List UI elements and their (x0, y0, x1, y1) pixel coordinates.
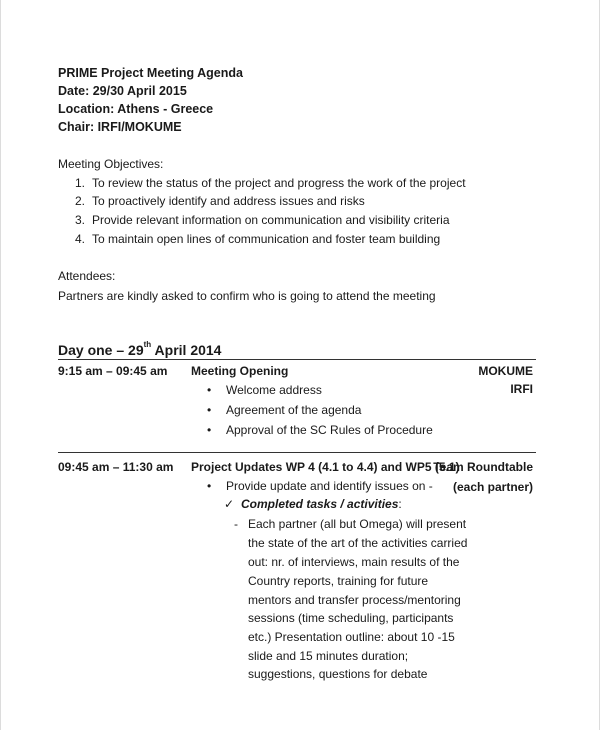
detail-line: the state of the art of the activities carried (248, 536, 468, 550)
meeting-date: Date: 29/30 April 2015 (58, 84, 187, 98)
bullet-glyph: • (207, 403, 212, 417)
detail-line: suggestions, questions for debate (248, 667, 428, 681)
objectives-heading: Meeting Objectives: (58, 157, 164, 171)
objective-text: To proactively identify and address issues and risks (92, 194, 365, 208)
session-time: 09:45 am – 11:30 am (58, 460, 174, 474)
session-owner: MOKUME (478, 364, 533, 378)
meeting-location: Location: Athens - Greece (58, 102, 214, 116)
day-one-title: Day one – 29th April 2014 (58, 340, 222, 358)
attendees-text: Partners are kindly asked to confirm who is going to attend the meeting (58, 289, 436, 303)
attendees-heading: Attendees: (58, 269, 116, 283)
session-divider (58, 452, 536, 453)
objective-number: 1. (75, 176, 86, 190)
detail-line: etc.) Presentation outline: about 10 -15 (248, 630, 455, 644)
objective-text: To review the status of the project and progress the work of the project (92, 176, 466, 190)
session-time: 9:15 am – 09:45 am (58, 364, 168, 378)
detail-line: sessions (time scheduling, participants (248, 611, 454, 625)
objective-number: 3. (75, 213, 86, 227)
session-bullet: Provide update and identify issues on - (226, 479, 433, 493)
bullet-glyph: • (207, 383, 212, 397)
objective-number: 2. (75, 194, 86, 208)
meeting-title: PRIME Project Meeting Agenda (58, 66, 243, 80)
session-bullet: Welcome address (226, 383, 322, 397)
completed-tasks-label: Completed tasks / activities: (241, 497, 402, 511)
dash-glyph: - (234, 517, 238, 531)
table-top-divider (58, 359, 536, 360)
session-owner: IRFI (510, 382, 533, 396)
detail-line: Each partner (all but Omega) will present (248, 517, 467, 531)
detail-line: mentors and transfer process/mentoring (248, 593, 461, 607)
objective-number: 4. (75, 232, 86, 246)
day-one-title-superscript: th (143, 340, 152, 349)
objective-text: To maintain open lines of communication and foster team building (92, 232, 441, 246)
objective-text: Provide relevant information on communication and visibility criteria (92, 213, 450, 227)
session-owner: (each partner) (452, 480, 533, 494)
session-owner: Team Roundtable (433, 460, 533, 474)
detail-line: Country reports, training for future (248, 574, 429, 588)
bullet-glyph: • (207, 423, 212, 437)
check-icon: ✓ (224, 497, 235, 511)
session-bullet: Approval of the SC Rules of Procedure (226, 423, 433, 437)
session-bullet: Agreement of the agenda (226, 403, 362, 417)
detail-line: out: nr. of interviews, main results of the (248, 555, 460, 569)
meeting-chair: Chair: IRFI/MOKUME (58, 120, 182, 134)
bullet-glyph: • (207, 479, 212, 493)
detail-line: slide and 15 minutes duration; (248, 649, 409, 663)
session-title: Meeting Opening (191, 364, 289, 378)
session-title: Project Updates WP 4 (4.1 to 4.4) and WP5 (5.1) (191, 460, 460, 474)
